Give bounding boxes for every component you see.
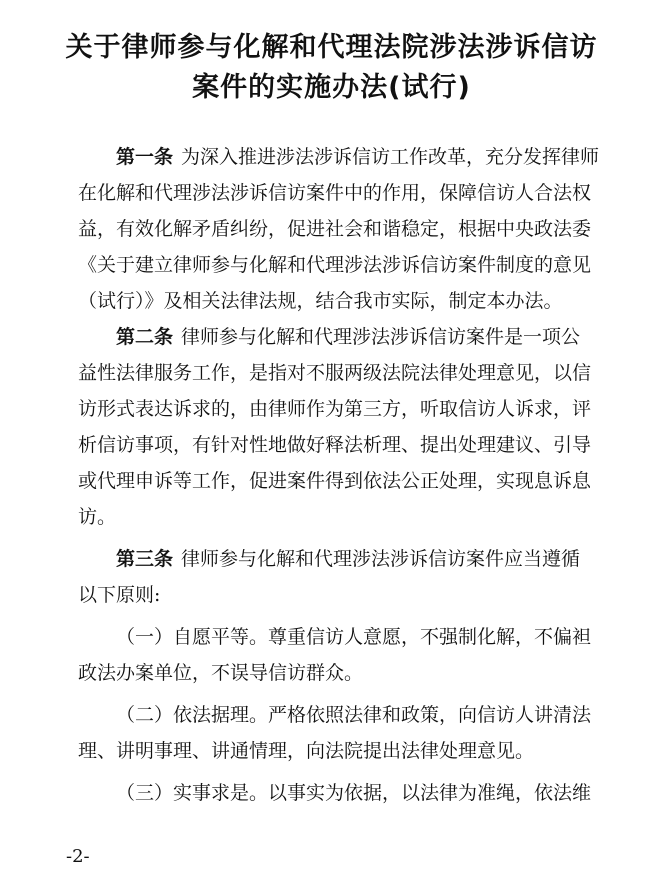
document-title-line-2: 案件的实施办法(试行): [192, 72, 471, 103]
article-3-label: 第三条: [116, 548, 174, 570]
article-2-line-6: 访。: [78, 506, 117, 528]
article-2-line-3: 访形式表达诉求的，由律师作为第三方，听取信访人诉求，评: [78, 398, 592, 420]
article-3-text-1: 律师参与化解和代理涉法涉诉信访案件应当遵循: [181, 548, 581, 570]
principle-3-line-1: （三）实事求是。以事实为依据，以法律为准绳，依法维: [116, 782, 592, 804]
article-2-line-1: [78, 319, 593, 355]
article-1-line-5: （试行）》及相关法律法规，结合我市实际，制定本办法。: [78, 290, 563, 312]
article-3: [78, 541, 593, 613]
article-1-line-3: 益，有效化解矛盾纠纷，促进社会和谐稳定，根据中央政法委: [78, 218, 592, 240]
article-2-label: 第二条: [116, 326, 174, 348]
article-2-line-4: 析信访事项，有针对性地做好释法析理、提出处理建议、引导: [78, 434, 592, 456]
document-body: [78, 139, 600, 811]
article-1-line-2: 在化解和代理涉法涉诉信访案件中的作用，保障信访人合法权: [78, 182, 592, 204]
principle-3: [78, 775, 593, 811]
article-1-label: 第一条: [116, 146, 174, 168]
principle-1-line-2: 政法办案单位，不误导信访群众。: [78, 662, 364, 684]
article-1-line-1: [78, 139, 600, 175]
article-1-text-1: 为深入推进涉法涉诉信访工作改革，充分发挥律师: [181, 146, 600, 168]
article-2: [78, 319, 593, 535]
article-2-line-2: 益性法律服务工作，是指对不服两级法院法律处理意见，以信: [78, 362, 592, 384]
principle-1: [78, 619, 593, 691]
document-title-line-1: 关于律师参与化解和代理法院涉法涉诉信访: [65, 32, 598, 63]
principle-2-line-1: （二）依法据理。严格依照法律和政策，向信访人讲清法: [116, 704, 592, 726]
article-3-line-1: [78, 541, 593, 577]
principle-2: [78, 697, 593, 769]
principle-2-line-2: 理、讲明事理、讲通情理，向法院提出法律处理意见。: [78, 740, 535, 762]
article-1: [78, 139, 600, 319]
article-2-text-1: 律师参与化解和代理涉法涉诉信访案件是一项公: [181, 326, 581, 348]
article-3-line-2: 以下原则:: [78, 584, 161, 606]
article-2-line-5: 或代理申诉等工作，促进案件得到依法公正处理，实现息诉息: [78, 470, 592, 492]
article-1-line-4: 《关于建立律师参与化解和代理涉法涉诉信访案件制度的意见: [78, 254, 592, 276]
page-number: -2-: [66, 846, 90, 867]
principle-1-line-1: （一）自愿平等。尊重信访人意愿，不强制化解，不偏袒: [116, 626, 592, 648]
